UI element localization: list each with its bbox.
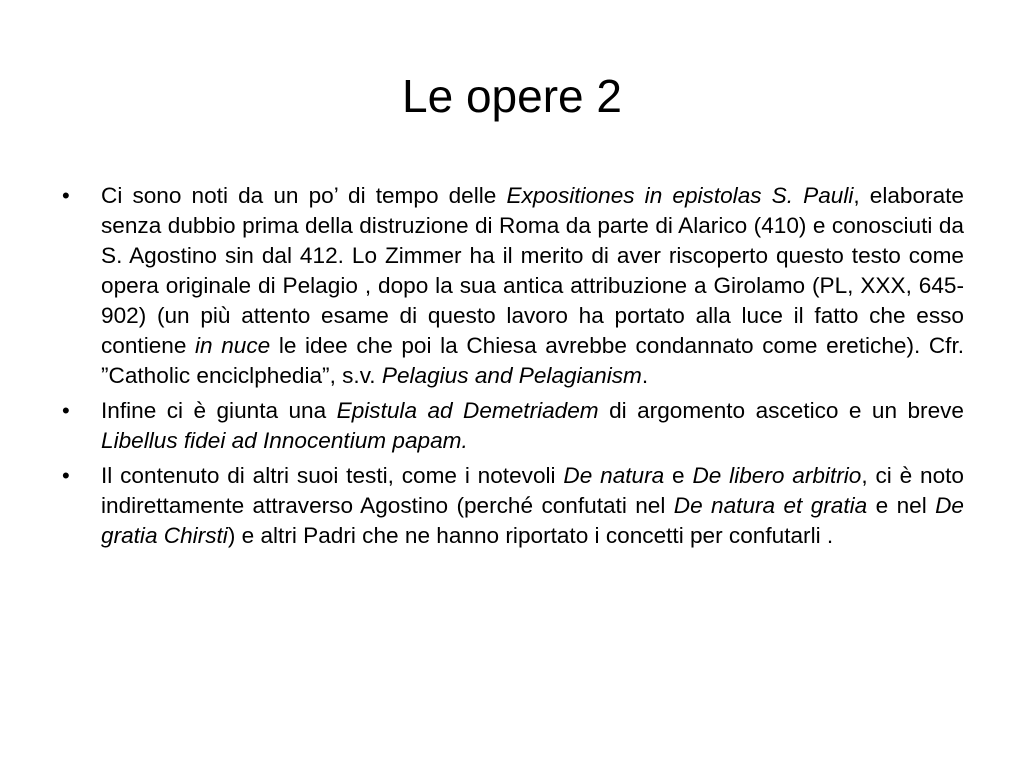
bullet-list xyxy=(60,181,964,556)
text-run-italic: Pelagius and Pelagianism xyxy=(381,363,642,388)
text-run: Ci sono noti da un po’ di tempo delle xyxy=(101,183,507,208)
text-run: e xyxy=(664,463,693,488)
text-run: Infine ci è giunta una xyxy=(101,398,337,423)
text-run: di argomento ascetico e un breve xyxy=(598,398,964,423)
bullet-icon: • xyxy=(62,183,70,208)
text-run: , elaborate senza dubbio prima della distruzione di Roma da parte di Alarico (410) e conosciuti da S. Agostino sin dal 412. Lo Zimmer ha il merito di aver riscoperto questo testo come opera originale di Pelagio , dopo la sua antica attribuzione a Girolamo (PL, XXX, 645-902) (un più attento esame di questo lavoro ha portato alla luce il fatto che esso contiene xyxy=(101,183,964,358)
text-run-italic: De libero arbitrio xyxy=(692,463,862,488)
bullet-item xyxy=(60,461,964,551)
text-run: e nel xyxy=(867,493,936,518)
text-run-italic: in nuce xyxy=(195,333,271,358)
text-run-italic: Expositiones in epistolas S. Pauli xyxy=(506,183,854,208)
text-run-italic: De gratia Chirsti xyxy=(101,493,964,548)
text-run-italic: Epistula ad Demetriadem xyxy=(336,398,599,423)
slide-title: Le opere 2 xyxy=(402,70,622,122)
bullet-icon: • xyxy=(62,398,70,423)
bullet-item xyxy=(60,396,964,456)
text-run-italic: De natura xyxy=(563,463,665,488)
bullet-item xyxy=(60,181,964,391)
text-run: le idee che poi la Chiesa avrebbe condannato come eretiche). Cfr. ”Catholic enciclphedia”, s.v. xyxy=(101,333,964,388)
bullet-icon: • xyxy=(62,463,70,488)
text-run: . xyxy=(641,363,649,388)
text-run: Il contenuto di altri suoi testi, come i notevoli xyxy=(101,463,564,488)
text-run: ) e altri Padri che ne hanno riportato i concetti per confutarli . xyxy=(227,523,834,548)
text-run-italic: Libellus fidei ad Innocentium papam. xyxy=(101,428,468,453)
text-run: , ci è noto indirettamente attraverso Agostino (perché confutati nel xyxy=(101,463,964,518)
text-run-italic: De natura et gratia xyxy=(673,493,868,518)
